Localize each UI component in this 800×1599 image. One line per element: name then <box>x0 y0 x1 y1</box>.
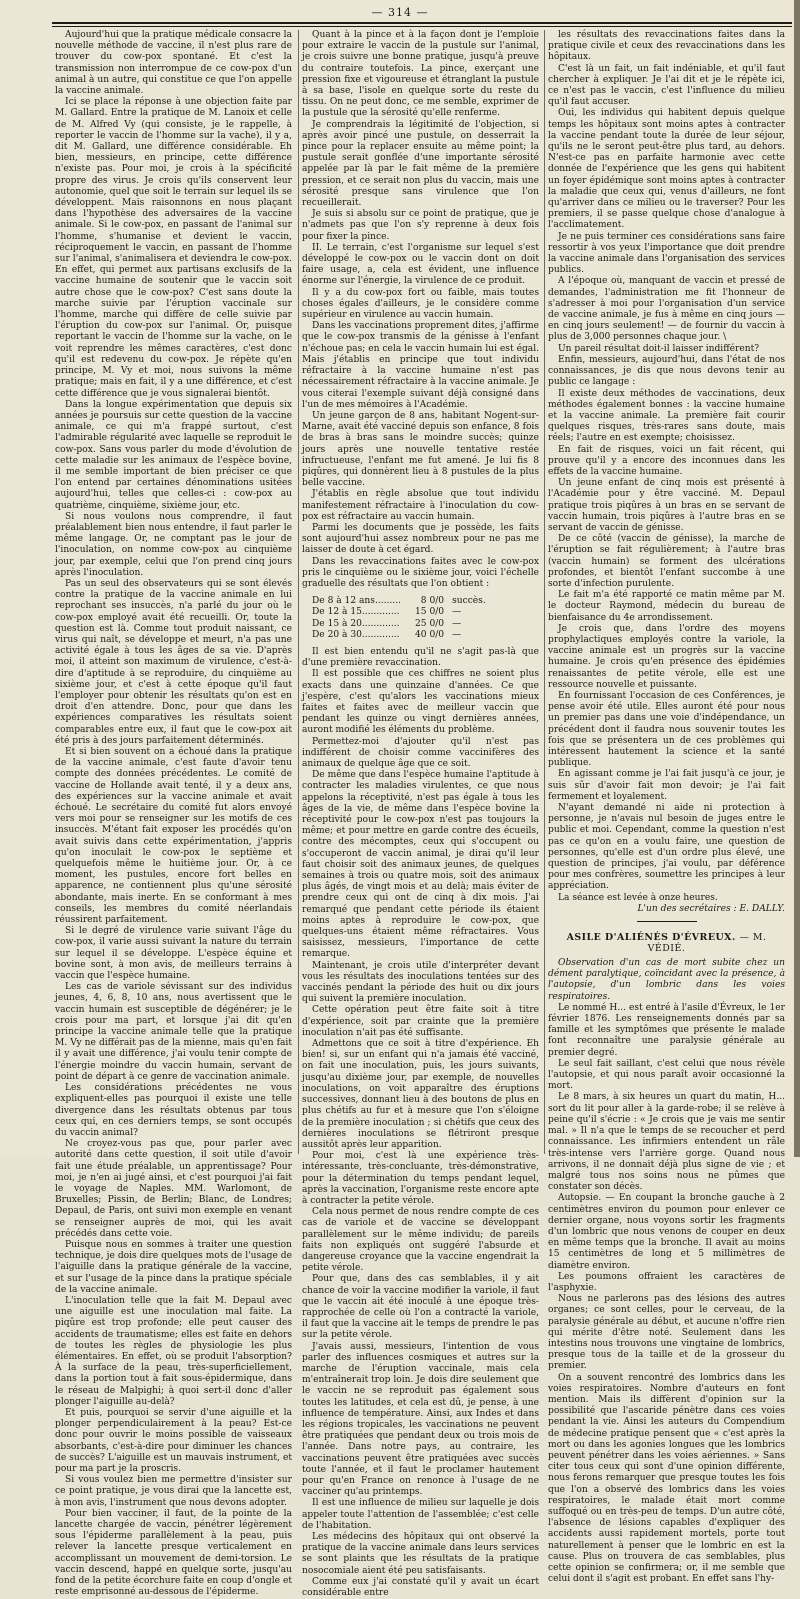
paragraph: Admettons que ce soit à titre d'expérience. Eh bien! si, sur un enfant qui n'a jamais été vacciné, on fait une inoculation, puis, les jours suivants, jusqu'au dixième jour, par exemple, de nouvelles inoculations, on voit apparaître des éruptions successives, donnant lieu à des boutons de plus en plus chétifs au fur et à mesure que l'on s'éloigne de la première inoculation ; si chétifs que ceux des dernières inoculations se flétriront presque aussitôt après leur apparition. <box>302 1039 539 1150</box>
paragraph: Dans les vaccinations proprement dites, j'affirme que le cow-pox transmis de la génisse à l'enfant n'échoue pas; en cela le vaccin humain lui est égal. Mais j'établis en principe que tout individu réfractaire à la vaccine humaine n'est pas nécessairement réfractaire à la vaccine animale. Je vous citerai l'exemple suivant déjà consigné dans l'un de mes mémoires à l'Académie. <box>302 321 539 410</box>
section-heading <box>548 932 785 954</box>
paragraph: Le fait m'a été rapporté ce matin même par M. le docteur Raymond, médecin du bureau de bienfaisance du 4e arrondissement. <box>548 590 785 623</box>
paragraph: Quant à la pince et à la façon dont je l'emploie pour extraire le vaccin de la pustule sur l'animal, je crois suivre une bonne pratique, jusqu'à preuve du contraire toutefois. La pince, exerçant une pression fixe et vigoureuse et étranglant la pustule à sa base, l'isole en quelque sorte du reste du tissu. On ne peut donc, ce me semble, exprimer de la pustule que la sérosité qu'elle renferme. <box>302 30 539 119</box>
paragraph: Si nous voulons nous comprendre, il faut préalablement bien nous entendre, il faut parler le même langage. Or, ne comptant pas le jour de l'inoculation, on nomme cow-pox au cinquième jour, par exemple, celui que l'on prend cinq jours après l'inoculation. <box>55 511 292 578</box>
paragraph: Et puis, pourquoi se servir d'une aiguille et la plonger perpendiculairement à la peau? Est-ce donc pour ouvrir le moins possible de vaisseaux absorbants, c'est-à-dire pour diminuer les chances de succès? L'aiguille est un mauvais instrument, et pour ma part je la proscris. <box>55 1407 292 1474</box>
column-separator <box>298 30 299 1154</box>
secretary-signature: L'un des secrétaires : E. DALLY. <box>637 903 785 914</box>
table-cell-pct: 25 0/0 <box>414 618 445 629</box>
paragraph: Pas un seul des observateurs qui se sont élevés contre la pratique de la vaccine animale en lui reprochant ses insuccès, n'a parlé du jour où le cow-pox employé avait été recueilli. Or, toute la question est là. Comme tout produit naissant, ce virus qui naît, se développe et meurt, n'a pas une activité égale à tous les âges de sa vie. D'après moi, il atteint son maximum de virulence, c'est-à-dire d'aptitude à se reproduire, du cinquième au sixième jour, et c'est à cette époque qu'il faut l'employer pour obtenir les résultats qu'on est en droit d'en attendre. Donc, pour que dans les expériences comparatives les résultats soient comparables entre eux, il faut que le cow-pox ait été pris à des jours parfaitement déterminés. <box>55 578 292 746</box>
paragraph: Permettez-moi d'ajouter qu'il n'est pas indifférent de choisir comme vaccinifères des animaux de quelque âge que ce soit. <box>302 736 539 769</box>
revaccination-results-table <box>308 596 490 641</box>
paragraph: Les cas de variole sévissant sur des individus jeunes, 4, 6, 8, 10 ans, nous avertissent que le vaccin humain est susceptible de dégénérer; je le crois pour ma part, et lorsque j'ai dit qu'en principe la vaccine animale telle que la pratique M. Vy ne différait pas de la mienne, mais qu'en fait il y avait une différence, j'ai voulu tenir compte de l'énergie moindre du vaccin humain, servant de point de départ à ce genre de vaccination animale. <box>55 982 292 1082</box>
table-row <box>308 619 490 630</box>
paragraph: Il est bien entendu qu'il ne s'agit pas-là que d'une première revaccination. <box>302 646 539 669</box>
paragraph: Le seul fait saillant, c'est celui que nous révèle l'autopsie, et qui nous paraît avoir occasionné la mort. <box>548 1058 785 1092</box>
paragraph: Oui, les individus qui habitent depuis quelque temps les hôpitaux sont moins aptes à contracter la vaccine pendant toute la durée de leur séjour, qu'ils ne le seront peut-être plus tard, au dehors. N'est-ce pas en parfaite harmonie avec cette donnée de l'expérience que les gens qui habitent un foyer épidémique sont moins aptes à contracter la maladie que ceux qui, venus d'ailleurs, ne font qu'arriver dans ce milieu ou le traverser? Pour les premiers, il se passe quelque chose d'analogue à l'acclimatement. <box>548 108 785 231</box>
table-cell-age: De 12 à 15............. <box>312 607 400 618</box>
paragraph: Cette opération peut être faite soit à titre d'expérience, soit par crainte que la première inoculation n'ait pas été suffisante. <box>302 1005 539 1038</box>
column-2 <box>302 30 539 1599</box>
page-number: — 314 — <box>371 6 429 19</box>
column-1 <box>55 30 293 1598</box>
paragraph: Nous ne parlerons pas des lésions des autres organes; ce sont celles, pour le cerveau, de la paralysie générale au début, et aucune n'offre rien qui mérite d'être noté. Seulement dans les intestins nous trouvons une vingtaine de lombrics, presque tous de la taille et de la grosseur du premier. <box>548 1294 785 1372</box>
table-cell-label: — <box>452 607 462 618</box>
table-row <box>308 630 490 641</box>
table-cell-label: — <box>452 618 462 629</box>
paragraph: En fait de risques, voici un fait récent, qui prouve qu'il y a encore des inconnues dans les effets de la vaccine humaine. <box>548 444 785 477</box>
paragraph: Et si bien souvent on a échoué dans la pratique de la vaccine animale, c'est faute d'avoir tenu compte des données précédentes. Le comité de vaccine de Hollande avait tenté, il y a deux ans, des expériences sur la vaccine animale et avait échoué. Le secrétaire du comité fut alors envoyé vers moi pour se renseigner sur les motifs de ces insuccès. M'étant fait exposer les procédés qu'on avait suivis dans cette expérimentation, j'appris qu'on inoculait le cow-pox le septième et quelquefois même le huitième jour. Or, à ce moment, les pustules, encore fort belles en apparence, ne contiennent plus qu'une sérosité abondante, mais inerte. En se conformant à mes conseils, les membres du comité néerlandais réussirent parfaitement. <box>55 747 292 926</box>
paragraph: Puisque nous en sommes à traiter une question technique, je dois dire quelques mots de l'usage de l'aiguille dans la pratique générale de la vaccine, et sur l'usage de la pince dans la pratique spéciale de la vaccine animale. <box>55 1239 292 1295</box>
paragraph: Pour moi, c'est là une expérience très-intéressante, très-concluante, très-démonstrative, pour la détermination du temps pendant lequel, après la vaccination, l'organisme reste encore apte à contracter la petite vérole. <box>302 1151 539 1206</box>
paragraph: Maintenant, je crois utile d'interpréter devant vous les résultats des inoculations tentées sur des vaccinés pendant la période des huit ou dix jours qui suivent la première inoculation. <box>302 960 539 1005</box>
paragraph: Si le degré de virulence varie suivant l'âge du cow-pox, il varie aussi suivant la nature du terrain sur lequel il se développe. L'espèce équine et bovine sont, à mon avis, de meilleurs terrains à vaccin que l'espèce humaine. <box>55 926 292 982</box>
paragraph: On a souvent rencontré des lombrics dans les voies respiratoires. Nombre d'auteurs en font mention. Mais ils diffèrent d'opinion sur la possibilité que l'ascaride pénètre dans ces voies pendant la vie. Ainsi les auteurs du Compendium de médecine pratique pensent que « c'est après la mort ou dans les agonies longues que les lombrics peuvent pénétrer dans les voies aériennes. » Sans citer tous ceux qui sont d'une opinion différente, nous ferons remarquer que presque toutes les fois que l'on a observé des lombrics dans les voies respiratoires, le malade était mort comme suffoqué ou en très-peu de temps. D'un autre côté, l'absence de lésions capables d'expliquer des accidents aussi rapidement mortels, porte tout naturellement à penser que le lombric en est la cause. Plus on trouvera de cas semblables, plus cette opinion se confirmera; or, il me semble que celui dont il s'agit est probant. En effet sans l'hy- <box>548 1372 785 1585</box>
paragraph: Le nommé H... est entré à l'asile d'Évreux, le 1er février 1876. Les renseignements donnés par sa famille et les symptômes que présente le malade font reconnaître une paralysie générale au premier degré. <box>548 1002 785 1058</box>
paragraph: Les médecins des hôpitaux qui ont observé la pratique de la vaccine animale dans leurs services se sont plaints que les résultats de la pratique nosocomiale aient été peu satisfaisants. <box>302 1532 539 1576</box>
paragraph: N'ayant demandé ni aide ni protection à personne, je n'avais nul besoin de juges entre le public et moi. Cependant, comme la question n'est pas ce qu'on en a voulu faire, une question de personnes, qu'elle est d'un ordre plus élevé, une question de principes, j'ai voulu, par déférence pour mes confrères, soumettre les principes à leur appréciation. <box>548 803 785 892</box>
paragraph: les résultats des revaccinations faites dans la pratique civile et ceux des revaccinations dans les hôpitaux. <box>548 30 785 63</box>
table-row <box>308 596 490 607</box>
table-cell-label: succès. <box>452 596 486 607</box>
paragraph: C'est là un fait, un fait indéniable, et qu'il faut chercher à expliquer. Je l'ai dit et je le répète ici, ce n'est pas le vaccin, c'est l'influence du milieu qu'il faut accuser. <box>548 63 785 108</box>
paragraph: Le 8 mars, à six heures un quart du matin, H... sort du lit pour aller à la garde-robe; il se relève à peine qu'il s'écrie : « Je crois que je vais me sentir mal. » Il n'a que le temps de se recoucher et perd connaissance. Les infirmiers entendent un râle très-intense vers l'arrière gorge. Quand nous arrivons, il ne donnait déjà plus signe de vie ; et malgré tous nos soins nous ne pûmes que constater son décès. <box>548 1092 785 1193</box>
section-divider <box>637 921 697 922</box>
table-cell-age: De 15 à 20............. <box>312 618 400 629</box>
paragraph: Parmi les documents que je possède, les faits sont aujourd'hui assez nombreux pour ne pas me laisser de doute à cet égard. <box>302 522 539 556</box>
paragraph: Il est possible que ces chiffres ne soient plus exacts dans une quinzaine d'années. Ce que j'espère, c'est qu'alors les vaccinations mieux faites et faites avec de meilleur vaccin que pendant les quinze ou vingt dernières années, auront modifié les éléments du problème. <box>302 669 539 736</box>
section-title: ASILE D'ALIÉNÉS D'ÉVREUX. <box>566 932 736 944</box>
paragraph: De même que dans l'espèce humaine l'aptitude à contracter les maladies virulentes, ce que nous appelons la réceptivité, n'est pas égale à tous les âges de la vie, de même dans l'espèce bovine la réceptivité pour le cow-pox n'est pas toujours la même; et pour mettre en garde contre des écueils, contre des mécomptes, ceux qui s'occupent ou s'occuperont de vaccin animal, je dirai qu'il leur faut choisir soit des animaux jeunes, de quelques semaines à trois ou quatre mois, soit des animaux plus âgés, de vingt mois et au delà; mais éviter de prendre ceux qui ont de cinq à dix mois. J'ai remarqué que pendant cette période ils étaient moins aptes à reproduire le cow-pox, que quelques-uns étaient même réfractaires. Vous saisissez, messieurs, l'importance de cette remarque. <box>302 770 539 960</box>
table-cell-pct: 8 0/0 <box>420 596 445 607</box>
page-binding-edge <box>794 0 800 1157</box>
paragraph: Il existe deux méthodes de vaccinations, deux méthodes également bonnes : la vaccine humaine et la vaccine animale. La première fait courir quelques risques, très-rares sans doute, mais réels; l'autre en est exempte; choisissez. <box>548 388 785 444</box>
paragraph: Je ne puis terminer ces considérations sans faire ressortir à vos yeux l'importance que doit prendre la vaccine animale dans l'organisation des services publics. <box>548 231 785 276</box>
header-rule-thin <box>52 26 792 27</box>
section-summary: Observation d'un cas de mort subite chez un dément paralytique, coïncidant avec la présence, à l'autopsie, d'un lombric dans les voies respiratoires. <box>548 958 785 1002</box>
paragraph: Cela nous permet de nous rendre compte de ces cas de variole et de vaccine se développant parallèlement sur le même individu; de pareils faits non expliqués ont suggéré l'absurde et dangereuse croyance que la vaccine engendrait la petite vérole. <box>302 1207 539 1274</box>
paragraph: Je suis si absolu sur ce point de pratique, que je n'admets pas que l'on s'y reprenne à deux fois pour fixer la pince. <box>302 209 539 242</box>
table-row <box>308 607 490 618</box>
section-author: — M. VÉDIÉ. <box>647 932 767 955</box>
paragraph: A l'époque où, manquant de vaccin et pressé de demandes, l'administration me fit l'honneur de s'adresser à moi pour l'organisation d'un service de vaccine animale, je fus à même en cinq jours — en cinq jours seulement! — de fournir du vaccin à plus de 3,000 personnes chaque jour. \ <box>548 276 785 343</box>
header-rule <box>52 22 792 24</box>
paragraph: Je crois que, dans l'ordre des moyens prophylactiques employés contre la variole, la vaccine animale est un progrès sur la vaccine humaine. Je crois qu'en présence des épidémies renaissantes de petite vérole, elle est une ressource nouvelle et puissante. <box>548 623 785 690</box>
paragraph: Ne croyez-vous pas que, pour parler avec autorité dans cette question, il soit utile d'avoir fait une étude préalable, un apprentissage? Pour moi, je n'en ai jugé ainsi, et c'est pourquoi j'ai fait le voyage de Naples. MM. Warlomont, de Bruxelles; Pissin, de Berlin; Blanc, de Londres; Depaul, de Paris, ont suivi mon exemple en venant se renseigner auprès de moi, qui les avait précédés dans cette voie. <box>55 1139 292 1239</box>
paragraph: La séance est levée à onze heures. <box>558 892 718 903</box>
paragraph: De ce côté (vaccin de génisse), la marche de l'éruption se fait régulièrement; à l'autre bras (vaccin humain) se forment des ulcérations profondes, et bientôt l'enfant succombe à une sorte d'infection purulente. <box>548 534 785 589</box>
paragraph: Il y a du cow-pox fort ou faible, mais toutes choses égales d'ailleurs, je le considère comme supérieur en virulence au vaccin humain. <box>302 287 539 321</box>
table-cell-age: De 8 à 12 ans......... <box>312 596 401 607</box>
paragraph: Si vous voulez bien me permettre d'insister sur ce point pratique, je vous dirai que la lancette est, à mon avis, l'instrument que nous devons adopter. <box>55 1475 292 1508</box>
paragraph: Enfin, messieurs, aujourd'hui, dans l'état de nos connaissances, je dis que nous devons tenir au public ce langage : <box>548 354 785 388</box>
paragraph: Pour bien vacciner, il faut, de la pointe de la lancette chargée de vaccin, pénétrer légèrement sous l'épiderme parallèlement à la peau, puis relever la lancette presque verticalement en accomplissant un mouvement de demi-torsion. Le vaccin descend, happé en quelque sorte, jusqu'au fond de la petite écorchure faite en coup d'ongle et reste emprisonné au-dessous de l'épiderme. <box>55 1508 292 1598</box>
paragraph: Il est une influence de milieu sur laquelle je dois appeler toute l'attention de l'assemblée; c'est celle de l'habitation. <box>302 1498 539 1531</box>
paragraph: Un jeune garçon de 8 ans, habitant Nogent-sur-Marne, avait été vacciné depuis son enfance, 8 fois de bras à bras sans le moindre succès; quinze jours après une nouvelle tentative restée infructueuse, l'enfant me fut amené. Je lui fis 8 piqûres, qui donnèrent lieu à 8 pustules de la plus belle vaccine. <box>302 410 539 489</box>
paragraph: Les considérations précédentes ne vous expliquent-elles pas pourquoi il existe une telle divergence dans les résultats obtenus par tous ceux qui, en ces derniers temps, se sont occupés du vaccin animal? <box>55 1083 292 1138</box>
paragraph: J'avais aussi, messieurs, l'intention de vous parler des influences cosmiques et autres sur la marche de l'éruption vaccinale, mais cela m'entraînerait trop loin. Je dois dire seulement que le vaccin ne se reproduit pas également sous toutes les latitudes, et cela est dû, je pense, à une influence de température. Ainsi, aux Indes et dans les régions tropicales, les vaccinations ne peuvent être pratiquées que pendant deux ou trois mois de l'année. Dans notre pays, au contraire, les vaccinations peuvent être pratiquées avec succès toute l'année, et il faut le proclamer hautement pour qu'en France on renonce à l'usage de ne vacciner qu'au printemps. <box>302 1341 539 1498</box>
paragraph: En fournissant l'occasion de ces Conférences, je pense avoir été utile. Elles auront été pour nous un premier pas dans une voie d'indépendance, un précédent dont il faudra nous souvenir toutes les fois que se présentera un de ces problèmes qui intéressent hautement la science et la santé publique. <box>548 690 785 769</box>
table-cell-pct: 40 0/0 <box>414 629 445 640</box>
table-cell-age: De 20 à 30............. <box>312 629 400 640</box>
paragraph: J'établis en règle absolue que tout individu manifestement réfractaire à l'inoculation du cow-pox est réfractaire au vaccin humain. <box>302 489 539 522</box>
paragraph: Dans les revaccinations faites avec le cow-pox pris le cinquième ou le sixième jour, voici l'échelle graduelle des résultats que l'on obtient : <box>302 556 539 589</box>
paragraph: Aujourd'hui que la pratique médicale consacre la nouvelle méthode de vaccine, il n'est plus rare de trouver du cow-pox spontané. Et c'est la transmission non interrompue de ce cow-pox d'un animal à un autre, qui constitue ce que l'on appelle la vaccine animale. <box>55 30 293 97</box>
paragraph: Ici se place la réponse à une objection faite par M. Gallard. Entre la pratique de M. Lanoix et celle de M. Alfred Vy (qui consiste, je le rappelle, à reporter le vaccin de l'homme sur la vache), il y a, dit M. Gallard, une différence considérable. Eh bien, messieurs, en principe, cette différence n'existe pas. Pour moi, je crois à la spécificité propre des virus. Je crois qu'ils conservent leur autonomie, quel que soit le terrain sur lequel ils se développent. Mais raisonnons en nous plaçant dans l'hypothèse des adversaires de la vaccine animale. Si le cow-pox, en passant de l'animal sur l'homme, s'humanise et devient le vaccin, réciproquement le vaccin, en passant de l'homme sur l'animal, s'animalisera et deviendra le cow-pox. En effet, qui permet aux partisans exclusifs de la vaccine humaine de soutenir que le vaccin soit autre chose que le cow-pox? C'est sans doute la marche suivie par l'éruption vaccinale sur l'homme, marche qui diffère de celle suivie par l'éruption du cow-pox sur l'animal. Or, puisque reportant le vaccin de l'homme sur la vache, on le voit reprendre les mêmes caractères, c'est donc qu'il est redevenu du cow-pox. Je répète qu'en principe, M. Vy et moi, nous suivons la même pratique; mais en fait, il y a une différence, et c'est cette différence que je vous signalerai bientôt. <box>55 97 292 399</box>
paragraph: Comme eux j'ai constaté qu'il y avait un écart considérable entre <box>302 1576 539 1599</box>
paragraph: L'inoculation telle que la fait M. Depaul avec une aiguille est une inoculation mal faite. La piqûre est trop profonde; elle peut causer des accidents de traumatisme; elles est faite en dehors de toutes les règles de physiologie les plus élémentaires. En effet, où se produit l'absorption? À la surface de la peau, très-superficiellement, dans la portion tout à fait sous-épidermique, dans le réseau de Malpighi; à quoi sert-il donc d'aller plonger l'aiguille au-delà? <box>55 1295 292 1407</box>
paragraph: Pour que, dans des cas semblables, il y ait chance de voir la vaccine modifier la variole, il faut que le vaccin ait été inoculé à une époque très-rapprochée de celle où l'on a contracté la variole, il faut que la vaccine ait le temps de prendre le pas sur la petite vérole. <box>302 1274 539 1341</box>
paragraph: En agissant comme je l'ai fait jusqu'à ce jour, je suis sûr d'avoir fait mon devoir; je l'ai fait fermement et loyalement. <box>548 769 785 802</box>
paragraph: Les poumons offraient les caractères de l'asphyxie. <box>548 1271 785 1293</box>
paragraph: Un jeune enfant de cinq mois est présenté à l'Académie pour y être vacciné. M. Depaul pratique trois piqûres à un bras en se servant de vaccin humain, trois piqûres à l'autre bras en se servant de vaccin de génisse. <box>548 478 785 533</box>
paragraph: Dans la longue expérimentation que depuis six années je poursuis sur cette question de la vaccine animale, ce qui m'a frappé surtout, c'est l'admirable régularité avec laquelle se reproduit le cow-pox. Sans vous parler du mode d'évolution de cette maladie sur les animaux de l'espèce bovine, il me semble important de bien préciser ce que l'on entend par certaines dénominations usitées aujourd'hui, telles que celles-ci : cow-pox au quatrième, cinquième, sixième jour, etc. <box>55 399 292 511</box>
paragraph: Je comprendrais la légitimité de l'objection, si après avoir pincé une pustule, on desserrait la pince pour la replacer ensuite au même point; la pustule serait gonflée d'une importante sérosité appelée par là par le fait même de la première pression, et ce serait non plus du vaccin, mais une sérosité presque sans virulence que l'on recueillerait. <box>302 119 539 209</box>
paragraph: Autopsie. — En coupant la bronche gauche à 2 centimètres environ du poumon pour enlever ce dernier organe, nous voyons sortir les fragments d'un lombric que nous venons de couper en deux en même temps que la bronche. Il avait au moins 15 centimètres de long et 5 millimètres de diamètre environ. <box>548 1193 785 1271</box>
table-cell-pct: 15 0/0 <box>414 607 445 618</box>
paragraph: II. Le terrain, c'est l'organisme sur lequel s'est développé le cow-pox ou le vaccin dont on doit faire usage, a, cela est évident, une influence énorme sur l'énergie, la virulence de ce produit. <box>302 242 539 287</box>
paragraph: Un pareil résultat doit-il laisser indifférent? <box>558 343 760 354</box>
column-separator <box>544 30 545 1154</box>
column-3 <box>548 30 785 1585</box>
table-cell-label: — <box>452 629 462 640</box>
